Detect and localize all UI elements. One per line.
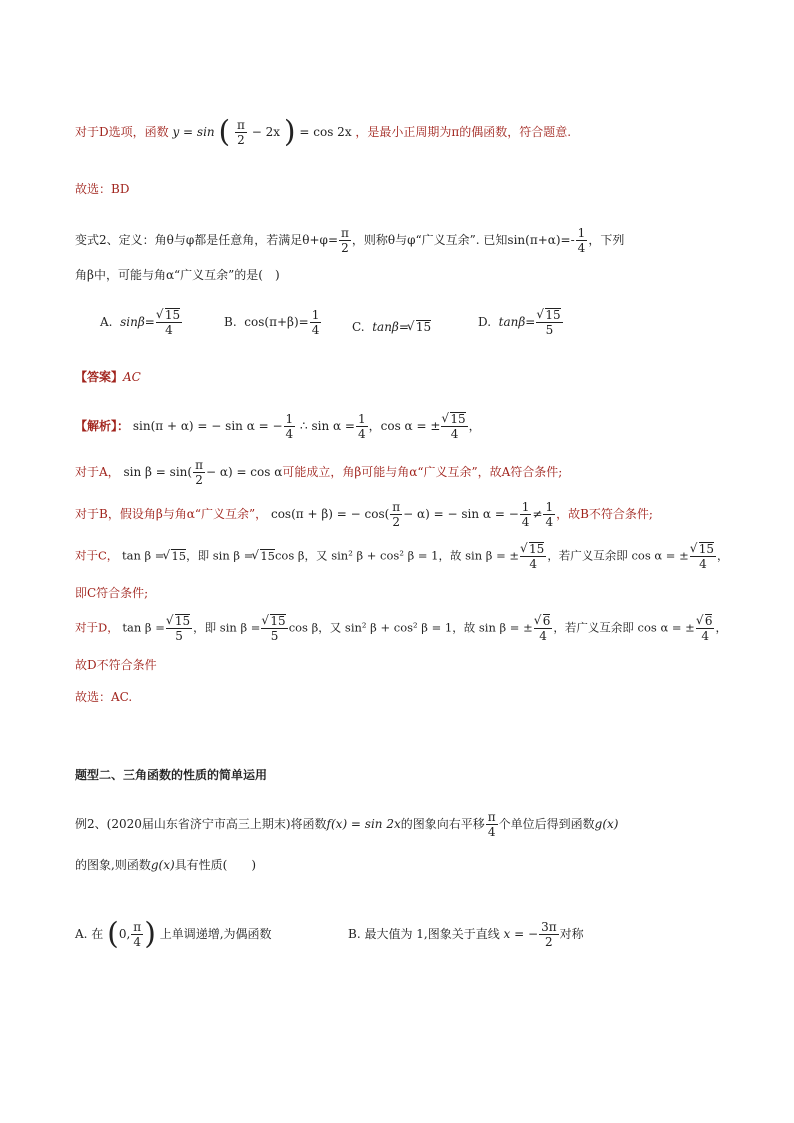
option-b-expr: cos(π+β)= (244, 315, 309, 329)
option-a-expr: sinβ= (120, 315, 155, 329)
sqrt-15: √ 15 (164, 547, 186, 565)
fraction-one-quarter: $\frac{1}{4}$ (285, 412, 294, 441)
option-c-label: C. (352, 320, 365, 334)
analysis-l3-d: ≠ (532, 507, 543, 521)
fraction-sqrt15-over-5: √ $\frac{15}{5}$ (536, 308, 562, 337)
analysis-l6-a: 对于D， (75, 620, 119, 635)
fraction-pi-over-2: $\frac{\pi}{2}$ (195, 458, 203, 487)
analysis-line-8: 故选：AC. (75, 690, 133, 704)
fraction-one-quarter: $\frac{1}{4}$ (311, 308, 320, 337)
analysis-l1-d: ， (468, 419, 481, 433)
option-a-label: A. (100, 315, 113, 329)
example-line-2 (75, 856, 256, 874)
interval-start: 0, (118, 927, 131, 941)
fraction-sqrt15-over-5: √ $\frac{15}{5}$ (166, 614, 192, 643)
analysis-l2-a: 对于A， (75, 465, 120, 479)
analysis-line-3 (75, 500, 653, 529)
analysis-line-1 (75, 412, 481, 441)
option-d-expr: tanβ= (498, 315, 536, 329)
example-line-1 (75, 810, 618, 839)
fraction-one-quarter: $\frac{1}{4}$ (577, 226, 586, 255)
analysis-l1-b: ∴ sin α = (300, 419, 355, 433)
analysis-line-5: 即C符合条件; (75, 586, 149, 600)
section-option-b-text: B. 最大值为 1,图象关于直线 (348, 927, 500, 941)
variant-line-1 (75, 226, 624, 255)
example-text-c: 的图象向右平移 (400, 817, 485, 831)
analysis-l4-a: 对于C， (75, 548, 119, 563)
option-b-label: B. (224, 315, 237, 329)
analysis-l4-b: tan β = (121, 548, 165, 563)
fraction-sqrt15-over-4: √ $\frac{15}{4}$ (520, 542, 546, 571)
analysis-l3-b: cos(π + β) = − cos( (270, 507, 390, 521)
analysis-l1-c: ，cos α = ± (368, 419, 441, 433)
sqrt-15: √ 15 (409, 318, 431, 336)
analysis-l6-d: cos β，又 sin² β + cos² β = 1，故 sin β = ± (288, 620, 533, 635)
analysis-l3-a: 对于B，假设角β与角α“广义互余”， (75, 507, 268, 521)
section-title: 题型二、三角函数的性质的简单运用 (75, 768, 268, 782)
section-option-a-text: A. 在 (75, 927, 104, 941)
sqrt-15: √ 15 (253, 547, 275, 565)
example-gx: g(x) (594, 817, 619, 831)
example-fx: f(x) = sin 2x (326, 817, 401, 831)
variant-text-a: 变式2、定义：角θ与φ都是任意角，若满足θ+φ= (75, 233, 338, 247)
line-d-option (75, 114, 572, 150)
analysis-l4-f: ， (717, 548, 729, 563)
fraction-sqrt15-over-4: √ $\frac{15}{4}$ (156, 308, 182, 337)
fraction-sqrt15-over-4: √ $\frac{15}{4}$ (441, 412, 467, 441)
option-d-label: D. (478, 315, 492, 329)
line-d-tail: − 2x (251, 125, 281, 139)
fraction-pi-over-2: $\frac{\pi}{2}$ (392, 500, 401, 529)
analysis-l6-c: ，即 sin β = (193, 620, 261, 635)
analysis-l2-d: 可能成立，角β可能与角α“广义互余”，故A符合条件; (282, 465, 563, 479)
option-d (478, 308, 564, 337)
line-d-prefix: 对于D选项，函数 (75, 125, 169, 139)
analysis-line-7: 故D不符合条件 (75, 658, 157, 672)
variant-line-2: 角β中，可能与角α“广义互余”的是( ) (75, 268, 280, 282)
fraction-3pi-over-2: $\frac{3\pi}{2}$ (541, 920, 557, 949)
section-option-b (348, 920, 584, 949)
right-paren: ) (283, 114, 296, 150)
analysis-l4-c: ，即 sin β = (186, 548, 254, 563)
section-option-b-x: x = − (503, 927, 539, 941)
analysis-l4-d: cos β，又 sin² β + cos² β = 1，故 sin β = ± (274, 548, 520, 563)
analysis-l4-e: ，若广义互余即 cos α = ± (547, 548, 689, 563)
section-option-a (75, 916, 272, 952)
fraction-sqrt15-over-4: √ $\frac{15}{4}$ (690, 542, 716, 571)
fraction-pi-over-2: $\frac{\pi}{2}$ (341, 226, 349, 255)
fraction-one-quarter: $\frac{1}{4}$ (545, 500, 554, 529)
analysis-l2-b: sin β = sin( (123, 465, 193, 479)
fraction-sqrt6-over-4: √ $\frac{6}{4}$ (534, 614, 553, 643)
line-d-rhs: = cos 2x (299, 125, 352, 139)
example-text-a: 例2、(2020届山东省济宁市高三上期末)将函数 (75, 817, 327, 831)
fraction-sqrt15-over-5: √ $\frac{15}{5}$ (261, 614, 287, 643)
fraction-one-quarter: $\frac{1}{4}$ (521, 500, 530, 529)
section-option-a-tail: 上单调递增,为偶函数 (159, 927, 272, 941)
fraction-one-quarter: $\frac{1}{4}$ (357, 412, 366, 441)
choose-bd: 故选：BD (75, 182, 130, 196)
fraction-pi-over-2: $\frac{\pi}{2}$ (237, 118, 245, 147)
variant-text-b: ，则称θ与φ“广义互余”. 已知sin(π+α)=- (351, 233, 575, 247)
analysis-l2-c: − α) = cos α (205, 465, 283, 479)
option-c-expr: tanβ= (372, 320, 409, 334)
analysis-l1-a: sin(π + α) = − sin α = − (132, 419, 283, 433)
analysis-line-2 (75, 458, 562, 487)
variant-text-c: ，下列 (588, 233, 625, 247)
answer-line (75, 368, 141, 386)
answer-label: 【答案】 (75, 370, 124, 384)
left-paren: ( (218, 114, 231, 150)
analysis-l6-b: tan β = (122, 620, 165, 635)
example2-gx: g(x) (150, 858, 175, 872)
option-c (352, 318, 431, 336)
example2-text-a: 的图象,则函数 (75, 858, 151, 872)
analysis-l3-c: − α) = − sin α = − (403, 507, 519, 521)
right-paren: ) (144, 916, 156, 952)
example-text-d: 个单位后得到函数 (498, 817, 595, 831)
answer-value: AC (123, 370, 141, 384)
section-option-b-tail: 对称 (559, 927, 584, 941)
analysis-l6-e: ，若广义互余即 cos α = ± (553, 620, 695, 635)
analysis-line-6 (75, 614, 727, 643)
analysis-line-4 (75, 542, 729, 571)
analysis-label: 【解析】： (75, 419, 130, 433)
line-d-suffix: ，是最小正周期为π的偶函数，符合题意. (355, 125, 572, 139)
example2-text-c: 具有性质( ) (174, 858, 257, 872)
option-b (224, 308, 322, 337)
fraction-sqrt6-over-4: √ $\frac{6}{4}$ (696, 614, 715, 643)
left-paren: ( (107, 916, 119, 952)
fraction-pi-over-4: $\frac{\pi}{4}$ (133, 920, 142, 949)
option-a (100, 308, 183, 337)
fraction-pi-over-4: $\frac{\pi}{4}$ (487, 810, 496, 839)
analysis-l6-f: ， (715, 620, 727, 635)
analysis-l3-e: ，故B不符合条件; (556, 507, 653, 521)
line-d-formula-lhs: y = sin (172, 125, 215, 139)
